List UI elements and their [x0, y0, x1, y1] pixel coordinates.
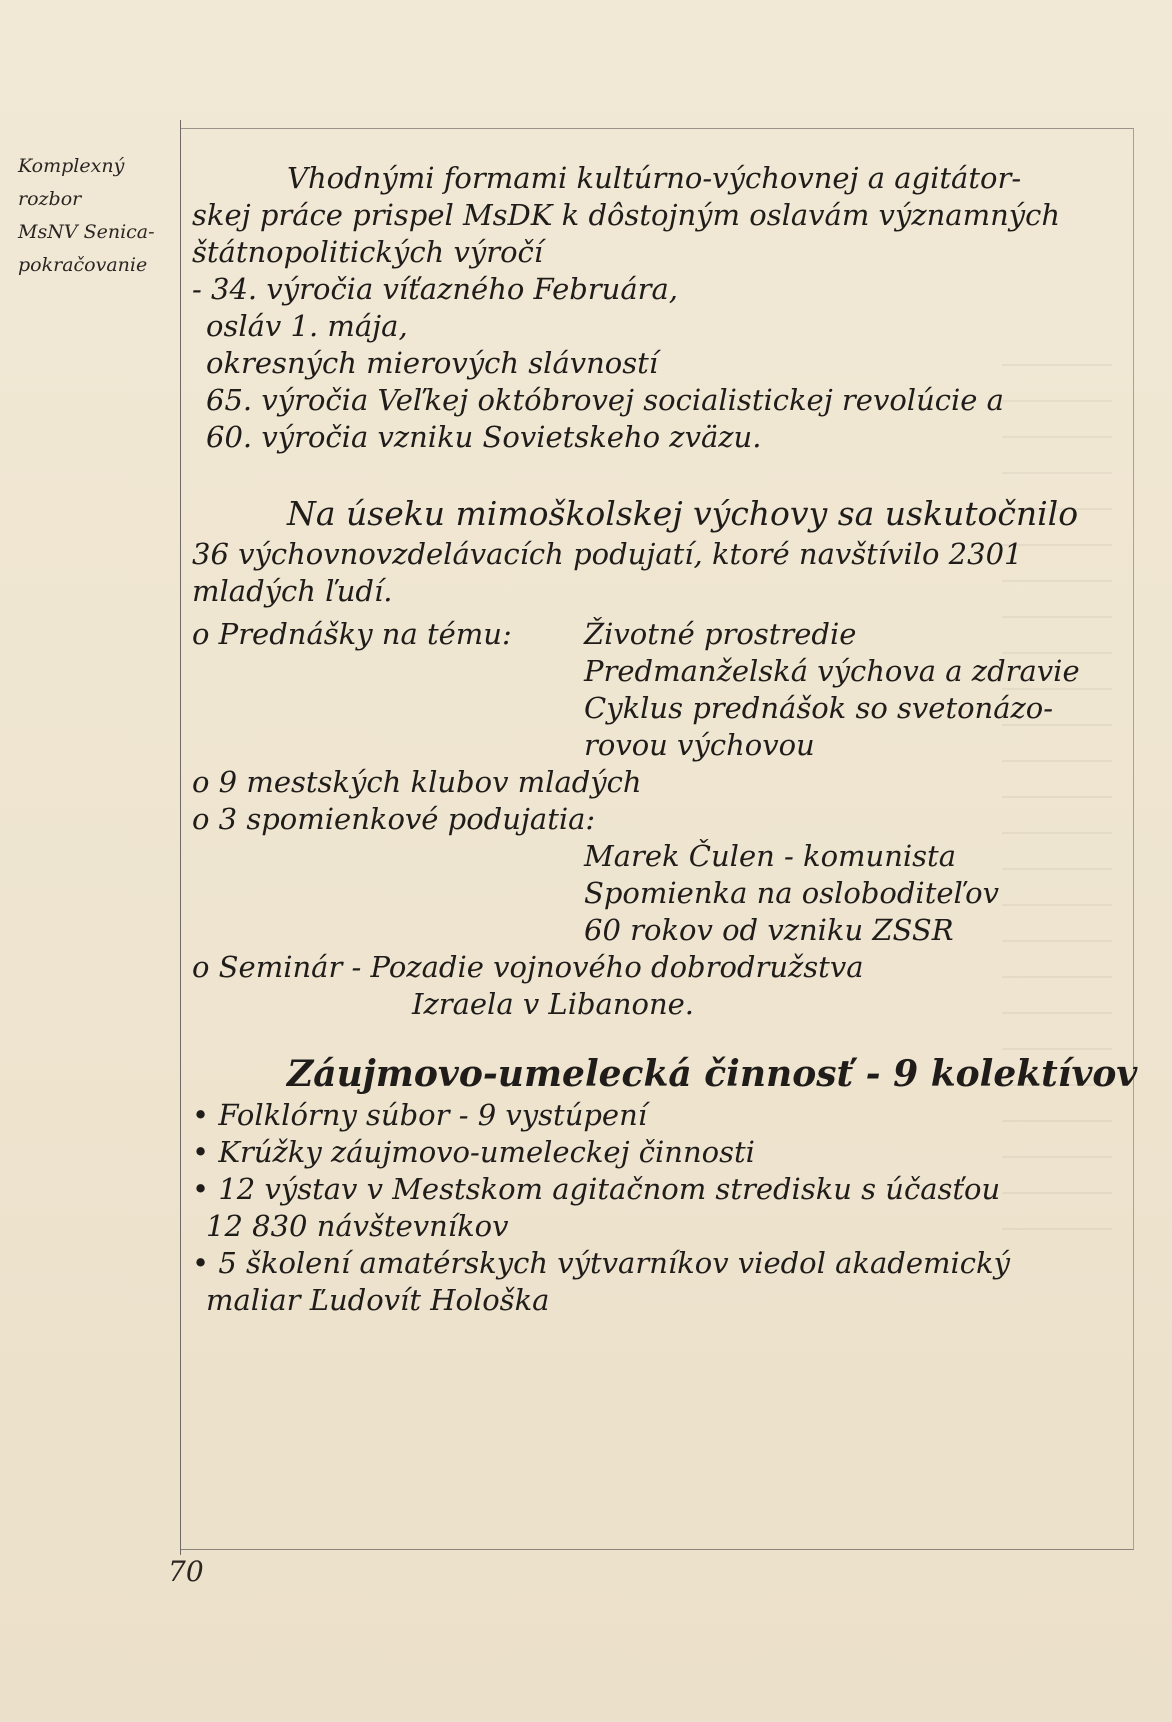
side-note [18, 150, 183, 282]
zaujmova-item: • Krúžky záujmovo-umeleckej činnosti [192, 1135, 755, 1169]
spomienkove-item: 60 rokov od vzniku ZSSR [584, 913, 954, 947]
prednaska-topic: Predmanželská výchova a zdravie [584, 654, 1080, 688]
anniversary-item: 65. výročia Veľkej októbrovej socialistickej revolúcie a [206, 383, 1004, 417]
margin-line [180, 120, 181, 1555]
zaujmova-item: maliar Ľudovít Hološka [206, 1283, 550, 1317]
prednaska-topic: Cyklus prednášok so svetonázo- [584, 691, 1054, 725]
anniversary-item: okresných mierových slávností [206, 346, 659, 380]
page-content [192, 160, 1138, 1319]
prednaska-topic: Životné prostredie [584, 617, 857, 651]
side-note-line: Komplexný [18, 155, 125, 177]
seminar-item: o Seminár - Pozadie vojnového dobrodružstva [192, 950, 864, 984]
anniversary-item: 60. výročia vzniku Sovietskeho zväzu. [206, 420, 762, 454]
prednasky-label: o Prednášky na tému: [192, 617, 512, 651]
mimoskolska-line: mladých ľudí. [192, 574, 393, 608]
intro-line: skej práce prispel MsDK k dôstojným oslavám významných [192, 198, 1061, 232]
zaujmova-item: • 12 výstav v Mestskom agitačnom stredisku s účasťou [192, 1172, 1001, 1206]
kluby-item: o 9 mestských klubov mladých [192, 765, 642, 799]
zaujmova-item: 12 830 návštevníkov [206, 1209, 509, 1243]
zaujmova-item: • Folklórny súbor - 9 vystúpení [192, 1098, 648, 1132]
zaujmova-item: • 5 školení amatérskych výtvarníkov viedol akademický [192, 1246, 1010, 1280]
side-note-line: rozbor [18, 188, 82, 210]
mimoskolska-line: 36 výchovnovzdelávacích podujatí, ktoré navštívilo 2301 [192, 537, 1023, 571]
page-number: 70 [168, 1555, 204, 1588]
spomienkove-label: o 3 spomienkové podujatia: [192, 802, 596, 836]
intro-line: Vhodnými formami kultúrno-výchovnej a agitátor- [287, 161, 1022, 195]
anniversary-item: osláv 1. mája, [206, 309, 408, 343]
side-note-line: MsNV Senica- [18, 221, 155, 243]
mimoskolska-lead: Na úseku mimoškolskej výchovy sa uskutočnilo [287, 494, 1079, 533]
seminar-item: Izraela v Libanone. [412, 987, 695, 1021]
side-note-line: pokračovanie [18, 254, 148, 276]
prednaska-topic: rovou výchovou [584, 728, 815, 762]
zaujmova-heading: Záujmovo-umelecká činnosť - 9 kolektívov [287, 1053, 1138, 1095]
intro-line: štátnopolitických výročí [192, 235, 544, 269]
spomienkove-item: Marek Čulen - komunista [584, 839, 957, 873]
spomienkove-item: Spomienka na osloboditeľov [584, 876, 999, 910]
anniversary-item: - 34. výročia víťazného Februára, [192, 272, 679, 306]
